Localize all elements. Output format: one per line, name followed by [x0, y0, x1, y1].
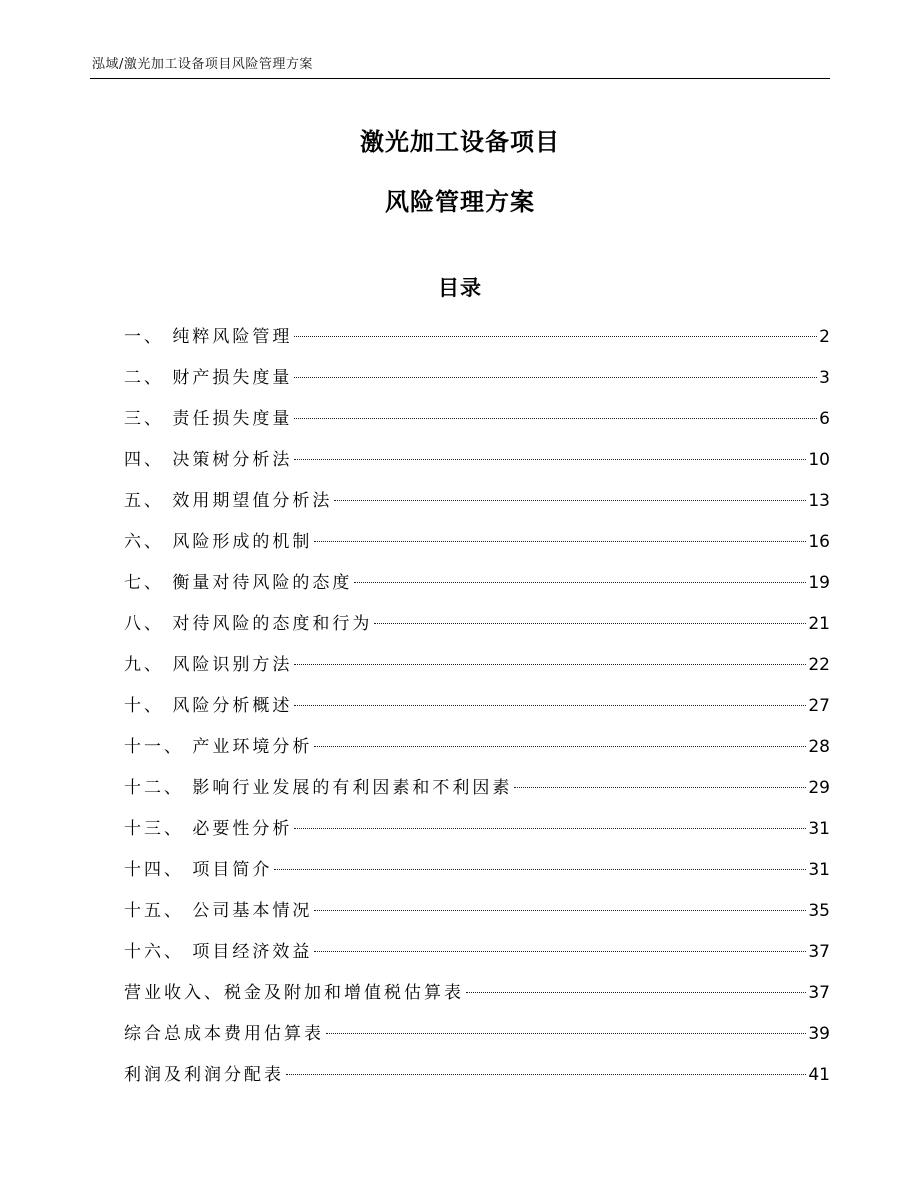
toc-entry-label: 二、 财产损失度量	[124, 368, 293, 388]
toc-entry[interactable]	[124, 404, 830, 445]
toc-entry-label: 一、 纯粹风险管理	[124, 327, 293, 347]
toc-leader-dots	[294, 828, 806, 829]
toc-entry[interactable]	[124, 732, 830, 773]
toc-entry-label: 九、 风险识别方法	[124, 655, 293, 675]
toc-entry-label: 营业收入、税金及附加和增值税估算表	[124, 983, 464, 1003]
toc-entry-label: 十五、 公司基本情况	[124, 901, 313, 921]
toc-entry[interactable]	[124, 937, 830, 978]
toc-leader-dots	[354, 582, 806, 583]
toc-entry[interactable]	[124, 855, 830, 896]
toc-leader-dots	[294, 705, 806, 706]
toc-entry-page: 10	[808, 450, 830, 470]
document-title-line2: 风险管理方案	[385, 188, 535, 216]
table-of-contents	[124, 322, 830, 1101]
toc-entry-label: 三、 责任损失度量	[124, 409, 293, 429]
toc-entry-label: 十二、 影响行业发展的有利因素和不利因素	[124, 778, 513, 798]
running-header: 泓域/激光加工设备项目风险管理方案	[92, 57, 313, 72]
toc-entry-label: 五、 效用期望值分析法	[124, 491, 333, 511]
toc-entry-label: 利润及利润分配表	[124, 1065, 284, 1085]
toc-entry-page: 21	[808, 614, 830, 634]
toc-entry[interactable]	[124, 691, 830, 732]
toc-entry-page: 41	[808, 1065, 830, 1085]
toc-entry-label: 六、 风险形成的机制	[124, 532, 313, 552]
toc-leader-dots	[314, 746, 806, 747]
toc-leader-dots	[466, 992, 806, 993]
toc-entry[interactable]	[124, 1060, 830, 1101]
toc-entry-page: 31	[808, 819, 830, 839]
toc-leader-dots	[294, 336, 817, 337]
toc-leader-dots	[314, 951, 806, 952]
toc-entry[interactable]	[124, 486, 830, 527]
toc-leader-dots	[294, 459, 806, 460]
toc-leader-dots	[326, 1033, 806, 1034]
toc-entry[interactable]	[124, 527, 830, 568]
toc-entry[interactable]	[124, 978, 830, 1019]
toc-entry-label: 四、 决策树分析法	[124, 450, 293, 470]
toc-leader-dots	[314, 910, 806, 911]
toc-entry-page: 3	[819, 368, 830, 388]
toc-entry[interactable]	[124, 445, 830, 486]
toc-leader-dots	[314, 541, 806, 542]
toc-entry-page: 28	[808, 737, 830, 757]
toc-leader-dots	[374, 623, 806, 624]
toc-entry-page: 39	[808, 1024, 830, 1044]
toc-entry-page: 2	[819, 327, 830, 347]
toc-leader-dots	[294, 377, 817, 378]
toc-entry-label: 十三、 必要性分析	[124, 819, 293, 839]
toc-entry[interactable]	[124, 363, 830, 404]
toc-leader-dots	[514, 787, 806, 788]
toc-entry-page: 16	[808, 532, 830, 552]
toc-entry[interactable]	[124, 896, 830, 937]
toc-leader-dots	[294, 418, 817, 419]
toc-entry[interactable]	[124, 773, 830, 814]
toc-entry-page: 29	[808, 778, 830, 798]
toc-entry-label: 八、 对待风险的态度和行为	[124, 614, 373, 634]
toc-entry-page: 22	[808, 655, 830, 675]
toc-leader-dots	[274, 869, 806, 870]
toc-heading: 目录	[438, 276, 482, 300]
toc-entry-label: 七、 衡量对待风险的态度	[124, 573, 353, 593]
toc-leader-dots	[294, 664, 806, 665]
toc-entry-page: 6	[819, 409, 830, 429]
toc-entry-page: 13	[808, 491, 830, 511]
toc-entry-page: 37	[808, 983, 830, 1003]
toc-entry-label: 十、 风险分析概述	[124, 696, 293, 716]
toc-leader-dots	[286, 1074, 806, 1075]
toc-entry-page: 31	[808, 860, 830, 880]
toc-leader-dots	[334, 500, 806, 501]
toc-entry-page: 19	[808, 573, 830, 593]
toc-entry[interactable]	[124, 1019, 830, 1060]
toc-entry[interactable]	[124, 568, 830, 609]
toc-entry-page: 37	[808, 942, 830, 962]
toc-entry-label: 综合总成本费用估算表	[124, 1024, 324, 1044]
toc-entry-page: 35	[808, 901, 830, 921]
header-divider	[90, 78, 830, 79]
toc-entry-label: 十六、 项目经济效益	[124, 942, 313, 962]
toc-entry[interactable]	[124, 322, 830, 363]
toc-entry[interactable]	[124, 814, 830, 855]
toc-entry[interactable]	[124, 609, 830, 650]
toc-entry-label: 十一、 产业环境分析	[124, 737, 313, 757]
toc-entry-page: 27	[808, 696, 830, 716]
document-title-line1: 激光加工设备项目	[360, 128, 560, 156]
toc-entry[interactable]	[124, 650, 830, 691]
toc-entry-label: 十四、 项目简介	[124, 860, 273, 880]
